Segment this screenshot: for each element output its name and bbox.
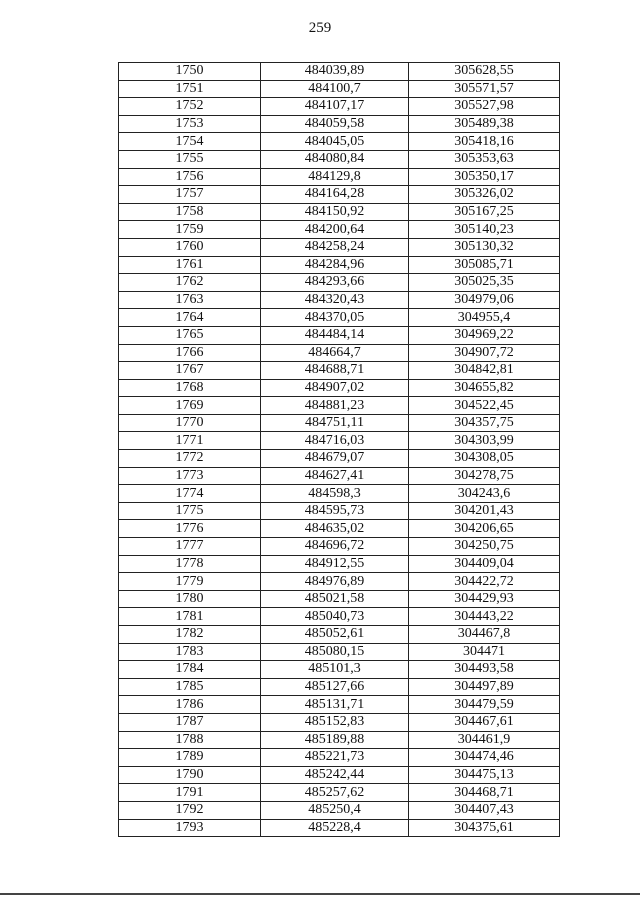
- x-coordinate-cell: 485131,71: [261, 696, 409, 714]
- point-number-cell: 1750: [119, 63, 261, 81]
- table-row: [119, 485, 560, 503]
- x-coordinate-cell: 484881,23: [261, 397, 409, 415]
- y-coordinate-cell: 304206,65: [409, 520, 560, 538]
- x-coordinate-cell: 484200,64: [261, 221, 409, 239]
- point-number-cell: 1766: [119, 344, 261, 362]
- x-coordinate-cell: 484370,05: [261, 309, 409, 327]
- table-row: [119, 221, 560, 239]
- point-number-cell: 1759: [119, 221, 261, 239]
- x-coordinate-cell: 484164,28: [261, 186, 409, 204]
- y-coordinate-cell: 304375,61: [409, 819, 560, 837]
- x-coordinate-cell: 485080,15: [261, 643, 409, 661]
- y-coordinate-cell: 305085,71: [409, 256, 560, 274]
- point-number-cell: 1792: [119, 801, 261, 819]
- table-row: [119, 168, 560, 186]
- x-coordinate-cell: 485040,73: [261, 608, 409, 626]
- y-coordinate-cell: 304955,4: [409, 309, 560, 327]
- point-number-cell: 1751: [119, 80, 261, 98]
- y-coordinate-cell: 304278,75: [409, 467, 560, 485]
- point-number-cell: 1770: [119, 414, 261, 432]
- y-coordinate-cell: 304308,05: [409, 450, 560, 468]
- point-number-cell: 1765: [119, 326, 261, 344]
- x-coordinate-cell: 484320,43: [261, 291, 409, 309]
- table-row: [119, 801, 560, 819]
- point-number-cell: 1793: [119, 819, 261, 837]
- y-coordinate-cell: 304467,8: [409, 626, 560, 644]
- y-coordinate-cell: 304303,99: [409, 432, 560, 450]
- x-coordinate-cell: 484598,3: [261, 485, 409, 503]
- table-row: [119, 309, 560, 327]
- table-row: [119, 379, 560, 397]
- x-coordinate-cell: 485021,58: [261, 590, 409, 608]
- y-coordinate-cell: 305025,35: [409, 274, 560, 292]
- table-row: [119, 555, 560, 573]
- table-row: [119, 326, 560, 344]
- x-coordinate-cell: 484039,89: [261, 63, 409, 81]
- table-row: [119, 256, 560, 274]
- y-coordinate-cell: 304461,9: [409, 731, 560, 749]
- table-row: [119, 274, 560, 292]
- table-row: [119, 608, 560, 626]
- y-coordinate-cell: 305571,57: [409, 80, 560, 98]
- x-coordinate-cell: 484059,58: [261, 115, 409, 133]
- y-coordinate-cell: 305489,38: [409, 115, 560, 133]
- y-coordinate-cell: 304429,93: [409, 590, 560, 608]
- y-coordinate-cell: 305130,32: [409, 238, 560, 256]
- table-row: [119, 626, 560, 644]
- x-coordinate-cell: 484484,14: [261, 326, 409, 344]
- x-coordinate-cell: 484293,66: [261, 274, 409, 292]
- table-row: [119, 502, 560, 520]
- point-number-cell: 1788: [119, 731, 261, 749]
- y-coordinate-cell: 304468,71: [409, 784, 560, 802]
- x-coordinate-cell: 484627,41: [261, 467, 409, 485]
- table-row: [119, 432, 560, 450]
- point-number-cell: 1758: [119, 203, 261, 221]
- point-number-cell: 1775: [119, 502, 261, 520]
- point-number-cell: 1776: [119, 520, 261, 538]
- y-coordinate-cell: 304979,06: [409, 291, 560, 309]
- table-row: [119, 450, 560, 468]
- x-coordinate-cell: 484679,07: [261, 450, 409, 468]
- y-coordinate-cell: 305350,17: [409, 168, 560, 186]
- point-number-cell: 1762: [119, 274, 261, 292]
- page-number: 259: [308, 20, 332, 36]
- point-number-cell: 1791: [119, 784, 261, 802]
- x-coordinate-cell: 484751,11: [261, 414, 409, 432]
- table-row: [119, 150, 560, 168]
- x-coordinate-cell: 484696,72: [261, 538, 409, 556]
- table-row: [119, 291, 560, 309]
- x-coordinate-cell: 485257,62: [261, 784, 409, 802]
- y-coordinate-cell: 304493,58: [409, 661, 560, 679]
- point-number-cell: 1782: [119, 626, 261, 644]
- point-number-cell: 1773: [119, 467, 261, 485]
- point-number-cell: 1778: [119, 555, 261, 573]
- table-row: [119, 63, 560, 81]
- point-number-cell: 1783: [119, 643, 261, 661]
- table-row: [119, 678, 560, 696]
- x-coordinate-cell: 485101,3: [261, 661, 409, 679]
- x-coordinate-cell: 484912,55: [261, 555, 409, 573]
- point-number-cell: 1769: [119, 397, 261, 415]
- point-number-cell: 1763: [119, 291, 261, 309]
- x-coordinate-cell: 485189,88: [261, 731, 409, 749]
- y-coordinate-cell: 304422,72: [409, 573, 560, 591]
- point-number-cell: 1790: [119, 766, 261, 784]
- table-row: [119, 590, 560, 608]
- x-coordinate-cell: 484258,24: [261, 238, 409, 256]
- table-row: [119, 520, 560, 538]
- x-coordinate-cell: 484976,89: [261, 573, 409, 591]
- table-row: [119, 819, 560, 837]
- point-number-cell: 1781: [119, 608, 261, 626]
- x-coordinate-cell: 484150,92: [261, 203, 409, 221]
- x-coordinate-cell: 485052,61: [261, 626, 409, 644]
- x-coordinate-cell: 484100,7: [261, 80, 409, 98]
- table-row: [119, 397, 560, 415]
- y-coordinate-cell: 304471: [409, 643, 560, 661]
- coordinates-table: [118, 62, 560, 837]
- point-number-cell: 1787: [119, 713, 261, 731]
- x-coordinate-cell: 484664,7: [261, 344, 409, 362]
- table-row: [119, 749, 560, 767]
- point-number-cell: 1753: [119, 115, 261, 133]
- table-row: [119, 713, 560, 731]
- point-number-cell: 1754: [119, 133, 261, 151]
- table-row: [119, 98, 560, 116]
- point-number-cell: 1785: [119, 678, 261, 696]
- table-row: [119, 467, 560, 485]
- y-coordinate-cell: 304475,13: [409, 766, 560, 784]
- x-coordinate-cell: 484129,8: [261, 168, 409, 186]
- y-coordinate-cell: 305140,23: [409, 221, 560, 239]
- point-number-cell: 1771: [119, 432, 261, 450]
- x-coordinate-cell: 484595,73: [261, 502, 409, 520]
- table-row: [119, 115, 560, 133]
- table-row: [119, 696, 560, 714]
- x-coordinate-cell: 485250,4: [261, 801, 409, 819]
- x-coordinate-cell: 484080,84: [261, 150, 409, 168]
- x-coordinate-cell: 485127,66: [261, 678, 409, 696]
- point-number-cell: 1756: [119, 168, 261, 186]
- table-row: [119, 661, 560, 679]
- y-coordinate-cell: 304467,61: [409, 713, 560, 731]
- x-coordinate-cell: 484716,03: [261, 432, 409, 450]
- point-number-cell: 1789: [119, 749, 261, 767]
- x-coordinate-cell: 484107,17: [261, 98, 409, 116]
- point-number-cell: 1757: [119, 186, 261, 204]
- table-row: [119, 784, 560, 802]
- table-row: [119, 731, 560, 749]
- y-coordinate-cell: 304655,82: [409, 379, 560, 397]
- y-coordinate-cell: 305418,16: [409, 133, 560, 151]
- x-coordinate-cell: 484284,96: [261, 256, 409, 274]
- x-coordinate-cell: 485221,73: [261, 749, 409, 767]
- point-number-cell: 1772: [119, 450, 261, 468]
- x-coordinate-cell: 484688,71: [261, 362, 409, 380]
- point-number-cell: 1760: [119, 238, 261, 256]
- y-coordinate-cell: 304357,75: [409, 414, 560, 432]
- y-coordinate-cell: 304474,46: [409, 749, 560, 767]
- point-number-cell: 1774: [119, 485, 261, 503]
- table-row: [119, 344, 560, 362]
- table-row: [119, 362, 560, 380]
- y-coordinate-cell: 304201,43: [409, 502, 560, 520]
- table-row: [119, 643, 560, 661]
- point-number-cell: 1755: [119, 150, 261, 168]
- point-number-cell: 1786: [119, 696, 261, 714]
- table-row: [119, 133, 560, 151]
- y-coordinate-cell: 304407,43: [409, 801, 560, 819]
- x-coordinate-cell: 484635,02: [261, 520, 409, 538]
- x-coordinate-cell: 484907,02: [261, 379, 409, 397]
- point-number-cell: 1764: [119, 309, 261, 327]
- y-coordinate-cell: 304497,89: [409, 678, 560, 696]
- y-coordinate-cell: 304479,59: [409, 696, 560, 714]
- y-coordinate-cell: 304250,75: [409, 538, 560, 556]
- point-number-cell: 1779: [119, 573, 261, 591]
- x-coordinate-cell: 484045,05: [261, 133, 409, 151]
- x-coordinate-cell: 485152,83: [261, 713, 409, 731]
- point-number-cell: 1761: [119, 256, 261, 274]
- y-coordinate-cell: 304522,45: [409, 397, 560, 415]
- y-coordinate-cell: 305527,98: [409, 98, 560, 116]
- point-number-cell: 1784: [119, 661, 261, 679]
- bottom-edge-line: [0, 893, 640, 895]
- y-coordinate-cell: 304842,81: [409, 362, 560, 380]
- y-coordinate-cell: 304409,04: [409, 555, 560, 573]
- table-row: [119, 238, 560, 256]
- table-row: [119, 538, 560, 556]
- y-coordinate-cell: 305167,25: [409, 203, 560, 221]
- coordinates-table-body: [119, 63, 560, 837]
- table-row: [119, 414, 560, 432]
- point-number-cell: 1768: [119, 379, 261, 397]
- y-coordinate-cell: 304969,22: [409, 326, 560, 344]
- table-row: [119, 766, 560, 784]
- point-number-cell: 1767: [119, 362, 261, 380]
- y-coordinate-cell: 304907,72: [409, 344, 560, 362]
- y-coordinate-cell: 305353,63: [409, 150, 560, 168]
- point-number-cell: 1752: [119, 98, 261, 116]
- table-row: [119, 186, 560, 204]
- point-number-cell: 1780: [119, 590, 261, 608]
- y-coordinate-cell: 304243,6: [409, 485, 560, 503]
- y-coordinate-cell: 305326,02: [409, 186, 560, 204]
- x-coordinate-cell: 485242,44: [261, 766, 409, 784]
- point-number-cell: 1777: [119, 538, 261, 556]
- table-row: [119, 203, 560, 221]
- table-row: [119, 573, 560, 591]
- table-row: [119, 80, 560, 98]
- y-coordinate-cell: 304443,22: [409, 608, 560, 626]
- y-coordinate-cell: 305628,55: [409, 63, 560, 81]
- x-coordinate-cell: 485228,4: [261, 819, 409, 837]
